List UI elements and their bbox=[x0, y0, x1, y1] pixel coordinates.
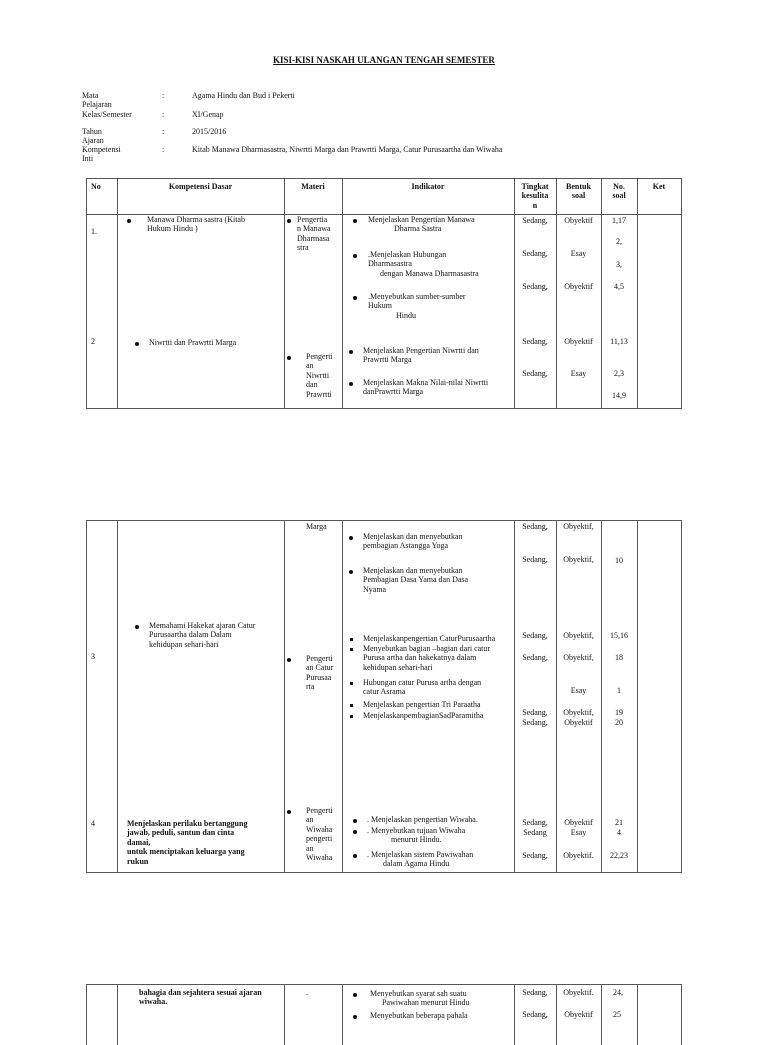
info-colon: : bbox=[162, 91, 165, 100]
kompetensi-dasar-text bbox=[139, 988, 262, 1007]
text-line: Menjelaskan Pengertian Niwrtti dan bbox=[363, 346, 479, 355]
indikator-text bbox=[370, 989, 470, 1008]
text-line: Nyama bbox=[363, 584, 387, 594]
text-line: Menjelaskan Pengertian Manawa bbox=[368, 215, 475, 224]
bentuk-value: Obyektif bbox=[564, 337, 593, 346]
text-line: Pawiwahan menurut Hindu bbox=[382, 998, 470, 1008]
tingkat-value: Sedang, bbox=[522, 818, 548, 827]
kompetensi-dasar-text bbox=[147, 215, 245, 234]
indikator-text bbox=[368, 250, 479, 278]
bentuk-value: Obyektif, bbox=[563, 522, 594, 531]
bullet-icon bbox=[349, 350, 353, 354]
text-line: stra bbox=[297, 243, 309, 253]
bentuk-value: Obyektif bbox=[564, 818, 593, 827]
text-line: an Catur bbox=[306, 663, 334, 673]
bullet-icon bbox=[349, 536, 353, 540]
text-line: pembagian Astangga Yoga bbox=[363, 541, 449, 551]
header-ket: Ket bbox=[652, 182, 666, 191]
header-line: No. bbox=[613, 182, 625, 191]
text-line: Memahami Hakekat ajaran Catur bbox=[149, 621, 256, 630]
no-soal-value: 1,17 bbox=[612, 216, 626, 225]
text-line: dengan Manawa Dharmasastra bbox=[380, 268, 479, 278]
info-value: Kitab Manawa Dharmasastra, Niwrtti Marga dan Prawrtti Marga, Catur Purusaartha dan Wiwaha bbox=[192, 145, 503, 154]
no-soal-value: 4 bbox=[617, 828, 621, 837]
text-line: Hukum bbox=[368, 301, 392, 311]
bentuk-value: Obyektif bbox=[564, 282, 593, 291]
bullet-icon bbox=[350, 704, 353, 707]
text-line: kehidupan sehari-hari bbox=[363, 662, 433, 672]
info-value: Agama Hindu dan Bud i Pekerti bbox=[192, 91, 295, 100]
grid-table-2 bbox=[86, 520, 682, 873]
tingkat-value: Sedang, bbox=[522, 708, 548, 717]
text-line: rukun bbox=[127, 856, 149, 866]
header-line: Bentuk bbox=[566, 182, 591, 191]
tingkat-value: Sedang, bbox=[522, 653, 548, 662]
indikator-text: Menyebutkan beberapa pahala bbox=[370, 1011, 468, 1020]
header-tingkat-kesulitan bbox=[514, 182, 556, 210]
tingkat-value: Sedang, bbox=[522, 718, 548, 727]
text-line: Purusaartha dalam Dalam bbox=[149, 630, 232, 640]
no-soal-value: 11,13 bbox=[610, 337, 628, 346]
bentuk-value: Esay bbox=[570, 686, 587, 695]
text-line: . Menyebutkan tujuan Wiwaha bbox=[367, 826, 466, 835]
bullet-icon bbox=[127, 219, 131, 223]
text-line: Pengerti bbox=[306, 654, 333, 663]
kompetensi-dasar-text: Niwrtti dan Prawrtti Marga bbox=[149, 338, 237, 347]
text-line: jawab, peduli, santun dan cinta bbox=[127, 828, 235, 838]
no-soal-value: 2, bbox=[616, 237, 622, 246]
text-line: wiwaha. bbox=[139, 997, 168, 1007]
no-soal-value: 1 bbox=[617, 686, 621, 695]
text-line: dan bbox=[306, 380, 318, 390]
text-line: an bbox=[306, 815, 314, 825]
bullet-icon bbox=[353, 1015, 357, 1019]
bullet-icon bbox=[349, 382, 353, 386]
bullet-icon bbox=[349, 570, 353, 574]
text-line: n Manawa bbox=[297, 224, 331, 234]
text-line: Wiwaha bbox=[306, 853, 333, 863]
info-label: Mata Pelajaran bbox=[82, 91, 112, 110]
no-soal-value: 24, bbox=[613, 988, 623, 997]
text-line: Prawrtti bbox=[306, 389, 332, 399]
indikator-text: . Menjelaskan pengertian Wiwaha. bbox=[367, 815, 478, 824]
bullet-icon bbox=[353, 830, 357, 834]
text-line: Pengerti bbox=[306, 352, 333, 361]
row-number: 2 bbox=[91, 337, 95, 346]
text-line: Menyebutkan bagian –bagian dari catur bbox=[363, 644, 491, 653]
row-number: 1. bbox=[91, 227, 97, 236]
tingkat-value: Sedang, bbox=[522, 369, 548, 378]
indikator-text bbox=[363, 532, 463, 551]
tingkat-value: Sedang, bbox=[522, 249, 548, 258]
bentuk-value: Obyektif, bbox=[563, 631, 594, 640]
header-no-soal bbox=[601, 182, 637, 201]
indikator-text: MenjelaskanpembagianSadParamitha bbox=[363, 711, 484, 720]
materi-text bbox=[297, 215, 331, 253]
text-line: danPrawrtti Marga bbox=[363, 387, 424, 397]
text-line: untuk menciptakan keluarga yang bbox=[127, 847, 245, 857]
text-line: pengerti bbox=[306, 834, 333, 844]
text-line: Hubungan catur Purusa artha dengan bbox=[363, 678, 482, 687]
no-soal-value: 18 bbox=[615, 653, 623, 662]
text-line: damai, bbox=[127, 837, 151, 847]
tingkat-value: Sedang, bbox=[522, 988, 548, 997]
materi-text bbox=[306, 806, 333, 863]
bentuk-value: Obyektif bbox=[564, 718, 593, 727]
bullet-icon bbox=[135, 625, 139, 629]
header-line: Tingkat bbox=[521, 182, 549, 191]
text-line: Wiwaha bbox=[306, 824, 333, 834]
materi-text: Marga bbox=[306, 522, 327, 531]
row-number: 4 bbox=[91, 819, 95, 828]
bullet-icon bbox=[353, 219, 357, 223]
bentuk-value: Obyektif. bbox=[563, 988, 594, 997]
text-line: Pengertia bbox=[297, 215, 328, 224]
text-line: Purusaa bbox=[306, 672, 332, 682]
tingkat-value: Sedang, bbox=[522, 282, 548, 291]
no-soal-value: 14,9 bbox=[612, 391, 626, 400]
text-line: bahagia dan sejahtera sesuai ajaran bbox=[139, 988, 262, 997]
text-line: . Menjelaskan sistem Pawiwahan bbox=[367, 850, 474, 859]
text-line: .Menjelaskan Hubungan bbox=[368, 250, 447, 259]
header-no: No bbox=[91, 182, 101, 191]
no-soal-value: 21 bbox=[615, 818, 623, 827]
tingkat-value: Sedang, bbox=[522, 555, 548, 564]
indikator-text: Menjelaskanpengertian CaturPurusaartha bbox=[363, 634, 496, 643]
no-soal-value: 25 bbox=[613, 1010, 621, 1019]
materi-text bbox=[306, 654, 333, 692]
bullet-icon bbox=[350, 682, 353, 685]
bullet-icon bbox=[353, 819, 357, 823]
text-line: catur Asrama bbox=[363, 687, 406, 697]
materi-text bbox=[306, 352, 333, 399]
indikator-text bbox=[367, 826, 465, 845]
indikator-text bbox=[363, 346, 479, 365]
bullet-icon bbox=[135, 342, 139, 346]
no-soal-value: 10 bbox=[615, 556, 623, 565]
bentuk-value: Obyektif, bbox=[563, 708, 594, 717]
bentuk-value: Esay bbox=[570, 249, 587, 258]
page-title: KISI-KISI NASKAH ULANGAN TENGAH SEMESTER bbox=[273, 55, 495, 65]
info-colon: : bbox=[162, 127, 165, 136]
text-line: dalam Agama Hindu bbox=[383, 859, 450, 869]
tingkat-value: Sedang, bbox=[522, 631, 548, 640]
bentuk-value: Obyektif. bbox=[563, 851, 594, 860]
kompetensi-dasar-text bbox=[149, 621, 255, 649]
header-indikator: Indikator bbox=[411, 182, 445, 191]
text-line: Niwrtti bbox=[306, 370, 330, 380]
indikator-text bbox=[363, 644, 511, 672]
text-line: Menjelaskan perilaku bertanggung bbox=[127, 819, 248, 828]
row-number: 3 bbox=[91, 652, 95, 661]
indikator-text: Menjelaskan pengertian Tri Paraatha bbox=[363, 700, 481, 709]
bentuk-value: Obyektif, bbox=[563, 653, 594, 662]
no-soal-value: 19 bbox=[615, 708, 623, 717]
tingkat-value: Sedang, bbox=[522, 337, 548, 346]
indikator-text bbox=[363, 566, 468, 594]
indikator-text bbox=[363, 378, 488, 397]
text-line: rta bbox=[306, 682, 315, 692]
bullet-icon bbox=[350, 638, 353, 641]
info-label: Kompetensi Inti bbox=[82, 145, 121, 164]
text-line: Dharmasa bbox=[297, 233, 330, 243]
no-soal-value: 20 bbox=[615, 718, 623, 727]
bentuk-value: Esay bbox=[570, 828, 587, 837]
header-line: soal bbox=[612, 191, 626, 201]
header-line: n bbox=[532, 200, 538, 210]
bentuk-value: Obyektif bbox=[564, 1010, 593, 1019]
no-soal-value: 15,16 bbox=[610, 631, 628, 640]
text-line: .Menyebutkan sumber-sumber bbox=[368, 292, 466, 301]
bullet-icon bbox=[353, 296, 357, 300]
tingkat-value: Sedang, bbox=[522, 216, 548, 225]
bentuk-value: Obyektif bbox=[564, 216, 593, 225]
grid-table-1 bbox=[86, 178, 682, 409]
text-line: Prawrtti Marga bbox=[363, 355, 412, 365]
no-soal-value: 3, bbox=[616, 260, 622, 269]
text-line: Hukum Hindu ) bbox=[147, 224, 198, 234]
grid-table-3 bbox=[86, 984, 682, 1045]
tingkat-value: Sedang, bbox=[522, 522, 548, 531]
header-line: soal bbox=[571, 191, 586, 201]
info-value: 2015/2016 bbox=[192, 127, 227, 136]
info-label: Kelas/Semester bbox=[82, 110, 132, 119]
text-line: Hindu bbox=[396, 310, 416, 320]
text-line: an bbox=[306, 843, 314, 853]
no-soal-value: 4,5 bbox=[614, 282, 624, 291]
text-line: Menjelaskan dan menyebutkan bbox=[363, 566, 463, 575]
info-colon: : bbox=[162, 110, 165, 119]
header-line: kesulita bbox=[521, 191, 549, 201]
text-line: Dharma Sastra bbox=[394, 224, 442, 234]
indikator-text bbox=[367, 850, 473, 869]
tingkat-value: Sedang, bbox=[522, 1010, 548, 1019]
indikator-text bbox=[368, 215, 475, 234]
text-line: Manawa Dharma sastra (Kitab bbox=[147, 215, 245, 224]
header-materi: Materi bbox=[301, 182, 325, 191]
text-line: kehidupan sehari-hari bbox=[149, 639, 219, 649]
text-line: an bbox=[306, 361, 314, 371]
materi-text: . bbox=[306, 988, 308, 997]
tingkat-value: Sedang bbox=[523, 828, 547, 837]
bentuk-value: Esay bbox=[570, 369, 587, 378]
bullet-icon bbox=[350, 648, 353, 651]
bullet-icon bbox=[353, 854, 357, 858]
text-line: Dharmasastra bbox=[368, 259, 412, 269]
tingkat-value: Sedang, bbox=[522, 851, 548, 860]
text-line: Menjelaskan dan menyebutkan bbox=[363, 532, 463, 541]
no-soal-value: 22,23 bbox=[610, 851, 628, 860]
bentuk-value: Obyektif, bbox=[563, 555, 594, 564]
no-soal-value: 2,3 bbox=[614, 369, 624, 378]
info-colon: : bbox=[162, 145, 165, 154]
bullet-icon bbox=[287, 810, 291, 814]
text-line: Menjelaskan Makna Nilai-nilai Niwrtti bbox=[363, 378, 489, 387]
info-label: Tahun Ajaran bbox=[82, 127, 104, 146]
kompetensi-dasar-text bbox=[127, 819, 247, 866]
text-line: menurut Hindu. bbox=[391, 835, 442, 845]
header-kompetensi-dasar: Kompetensi Dasar bbox=[168, 182, 233, 191]
text-line: Pengerti bbox=[306, 806, 333, 815]
bullet-icon bbox=[350, 715, 353, 718]
bullet-icon bbox=[287, 658, 291, 662]
text-line: Menyebutkan syarat sah suatu bbox=[370, 989, 467, 998]
bullet-icon bbox=[287, 356, 291, 360]
bullet-icon bbox=[353, 254, 357, 258]
text-line: Purusa artha dan hakekatnya dalam bbox=[363, 653, 477, 663]
header-bentuk-soal bbox=[556, 182, 601, 201]
bullet-icon bbox=[353, 993, 357, 997]
bullet-icon bbox=[287, 219, 291, 223]
indikator-text bbox=[363, 678, 481, 697]
text-line: Pembagian Dasa Yama dan Dasa bbox=[363, 575, 469, 585]
indikator-text bbox=[368, 292, 466, 320]
info-value: XI/Genap bbox=[192, 110, 224, 119]
